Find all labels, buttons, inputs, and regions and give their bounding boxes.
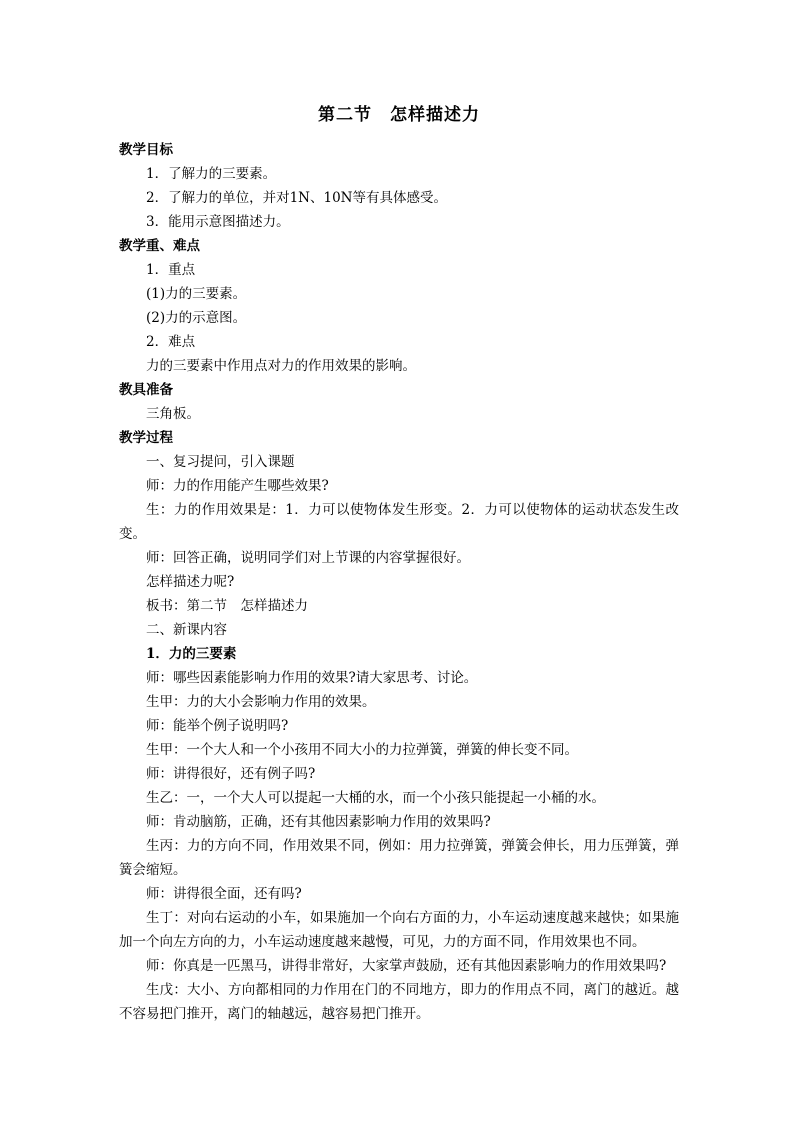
page-title: 第二节 怎样描述力 xyxy=(318,105,480,125)
section-objectives xyxy=(119,138,679,234)
text-line: 生乙：一，一个大人可以提起一大桶的水，而一个小孩只能提起一小桶的水。 xyxy=(146,790,605,806)
text-line: 2．了解力的单位，并对1N、10N等有具体感受。 xyxy=(146,190,447,206)
section-process xyxy=(119,426,679,1026)
text-paragraph: 生：力的作用效果是：1．力可以使物体发生形变。2．力可以使物体的运动状态发生改变。 xyxy=(119,502,679,542)
section-heading: 教具准备 xyxy=(119,382,173,398)
text-line: 师：肯动脑筋，正确，还有其他因素影响力作用的效果吗? xyxy=(146,814,491,830)
subsection-heading: 1．力的三要素 xyxy=(146,646,237,662)
section-materials xyxy=(119,378,679,426)
text-line: 怎样描述力呢? xyxy=(146,574,235,590)
document-page xyxy=(119,100,679,1026)
text-line: (2)力的示意图。 xyxy=(146,310,247,326)
section-heading: 教学过程 xyxy=(119,430,173,446)
text-line: 生甲：力的大小会影响力作用的效果。 xyxy=(146,694,376,710)
text-line: 1．了解力的三要素。 xyxy=(146,166,277,182)
section-heading: 教学目标 xyxy=(119,142,173,158)
text-paragraph: 师：你真是一匹黑马，讲得非常好，大家掌声鼓励，还有其他因素影响力的作用效果吗? xyxy=(146,958,667,974)
text-line: 一、复习提问，引入课题 xyxy=(146,454,295,470)
section-key-points xyxy=(119,234,679,378)
text-line: 3．能用示意图描述力。 xyxy=(146,214,290,230)
text-line: 板书：第二节 怎样描述力 xyxy=(146,598,308,614)
text-paragraph: 生丁：对向右运动的小车，如果施加一个向右方面的力，小车运动速度越来越快；如果施加一个向左方向的力，小车运动速度越来越慢，可见，力的方面不同，作用效果也不同。 xyxy=(119,910,679,950)
text-line: 1．重点 xyxy=(146,262,196,278)
text-line: 三角板。 xyxy=(146,406,200,422)
text-line: 师：哪些因素能影响力作用的效果?请大家思考、讨论。 xyxy=(146,670,478,686)
section-heading: 教学重、难点 xyxy=(119,238,200,254)
text-line: 二、新课内容 xyxy=(146,622,227,638)
text-paragraph: 生丙：力的方向不同，作用效果不同，例如：用力拉弹簧，弹簧会伸长，用力压弹簧，弹簧会缩短。 xyxy=(119,838,679,878)
text-line: 生甲：一个大人和一个小孩用不同大小的力拉弹簧，弹簧的伸长变不同。 xyxy=(146,742,578,758)
text-line: 力的三要素中作用点对力的作用效果的影响。 xyxy=(146,358,416,374)
text-paragraph: 生戊：大小、方向都相同的力作用在门的不同地方，即力的作用点不同，离门的越近。越不容易把门推开，离门的轴越远，越容易把门推开。 xyxy=(119,982,679,1022)
text-line: 师：讲得很好，还有例子吗? xyxy=(146,766,316,782)
text-line: 2．难点 xyxy=(146,334,196,350)
text-line: 师：能举个例子说明吗? xyxy=(146,718,289,734)
text-line: (1)力的三要素。 xyxy=(146,286,247,302)
text-line: 师：力的作用能产生哪些效果? xyxy=(146,478,329,494)
text-line: 师：讲得很全面，还有吗? xyxy=(146,886,302,902)
text-line: 师：回答正确，说明同学们对上节课的内容掌握很好。 xyxy=(146,550,470,566)
